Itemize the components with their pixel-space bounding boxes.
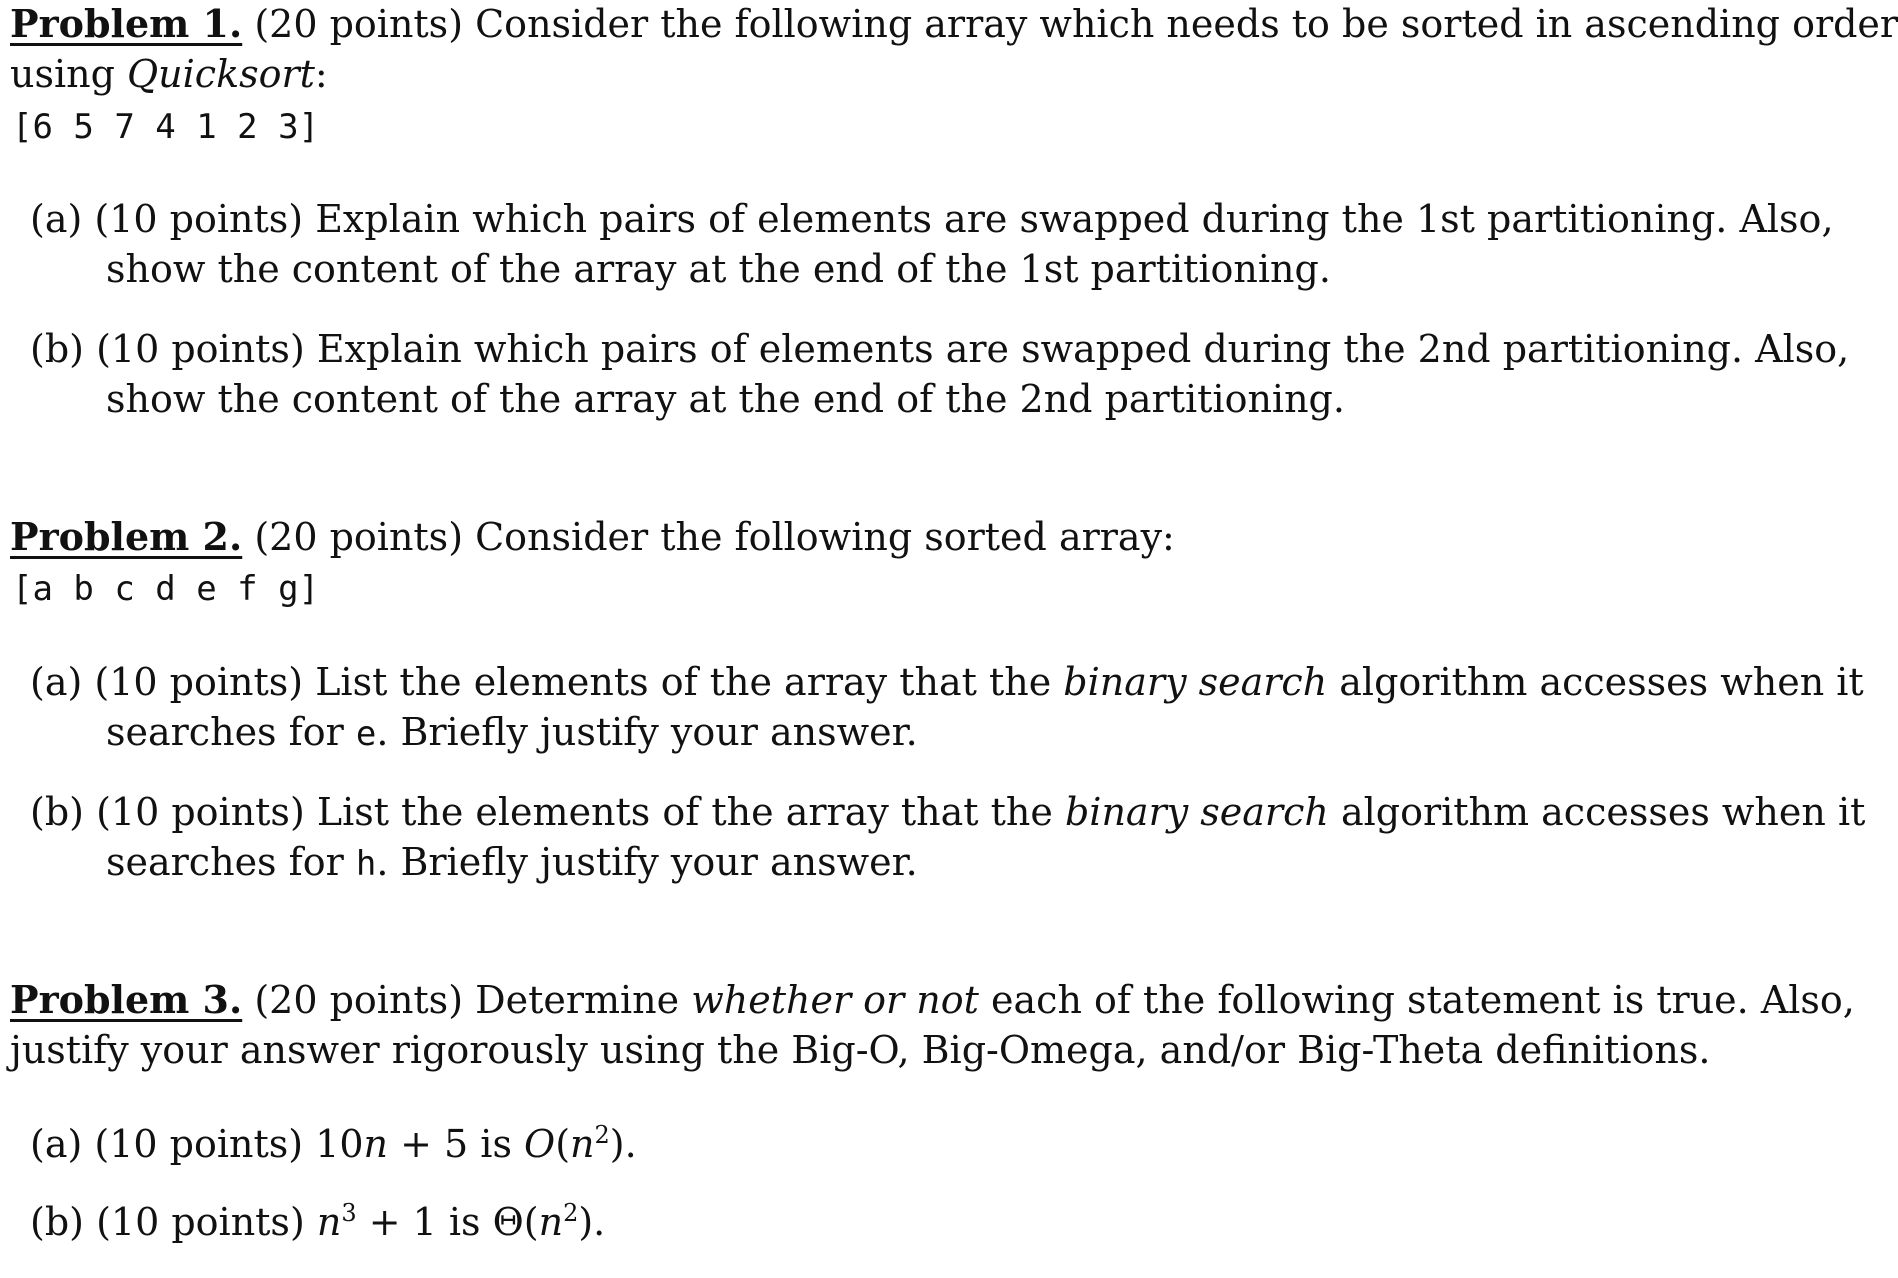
problem-1b-points: (10 points) xyxy=(96,327,305,371)
binary-search-term: binary search xyxy=(1064,790,1329,834)
problem-2a-line2: searches for e. Briefly justify your answer. xyxy=(106,710,918,754)
problem-2a-line1: (a) (10 points) List the elements of the array that the binary search algorithm accesses when it xyxy=(30,660,1864,704)
problem-2b-line1: (b) (10 points) List the elements of the array that the binary search algorithm accesses when it xyxy=(30,790,1866,834)
problem-1a-line2: show the content of the array at the end of the 1st partitioning. xyxy=(106,247,1331,291)
problem-1-intro-line2: using Quicksort: xyxy=(10,52,328,96)
problem-2a-label: (a) xyxy=(30,660,83,704)
problem-3a-points: (10 points) xyxy=(94,1122,304,1166)
problem-3b xyxy=(30,1198,605,1246)
binary-search-term: binary search xyxy=(1063,660,1328,704)
problem-1b-line1: (b) (10 points) Explain which pairs of elements are swapped during the 2nd partitioning. Also, xyxy=(30,327,1850,371)
problem-2-array: [a b c d e f g] xyxy=(12,569,320,609)
problem-1b-label: (b) xyxy=(30,327,84,371)
search-key-h: h xyxy=(355,844,377,884)
problem-2b-points: (10 points) xyxy=(96,790,305,834)
problem-2-points: (20 points) xyxy=(254,515,464,559)
problem-3-title: Problem 3. xyxy=(10,977,243,1022)
problem-1-array: [6 5 7 4 1 2 3] xyxy=(12,107,320,147)
problem-3-intro-line2: justify your answer rigorously using the Big-O, Big-Omega, and/or Big-Theta definitions. xyxy=(10,1028,1711,1072)
problem-1-intro-line1: Consider the following array which needs to be sorted in ascending order xyxy=(475,2,1898,46)
problem-1b-line2: show the content of the array at the end of the 2nd partitioning. xyxy=(106,377,1345,421)
problem-2b-label: (b) xyxy=(30,790,84,834)
problem-3b-expression: $n^3 + 1$ is $\Theta(n^2)$. xyxy=(316,1199,606,1244)
problem-3a xyxy=(30,1120,637,1168)
problem-1-title: Problem 1. xyxy=(10,1,243,46)
problem-3a-label: (a) xyxy=(30,1122,83,1166)
problem-3a-expression: 10n + 5 is $O(n^2)$. xyxy=(315,1121,637,1166)
problem-3-heading: Problem 3. (20 points) Determine whether or not each of the following statement is true. Also, xyxy=(10,977,1855,1022)
problem-2b-line2: searches for h. Briefly justify your answer. xyxy=(106,840,918,884)
problem-1a-points: (10 points) xyxy=(94,197,304,241)
problem-3b-label: (b) xyxy=(30,1200,84,1244)
whether-or-not-term: whether or not xyxy=(691,978,979,1022)
problem-2a-points: (10 points) xyxy=(94,660,304,704)
problem-3-points: (20 points) xyxy=(254,978,464,1022)
search-key-e: e xyxy=(355,714,377,754)
quicksort-term: Quicksort xyxy=(127,52,315,96)
problem-3b-points: (10 points) xyxy=(96,1200,305,1244)
problem-1a-label: (a) xyxy=(30,197,83,241)
problem-2-title: Problem 2. xyxy=(10,514,243,559)
problem-1-points: (20 points) xyxy=(254,2,464,46)
problem-2-heading xyxy=(10,513,1175,561)
problem-1a-line1: (a) (10 points) Explain which pairs of elements are swapped during the 1st partitioning. Also, xyxy=(30,197,1834,241)
problem-2-intro: Consider the following sorted array: xyxy=(475,515,1175,559)
problem-1-heading xyxy=(10,0,1898,48)
